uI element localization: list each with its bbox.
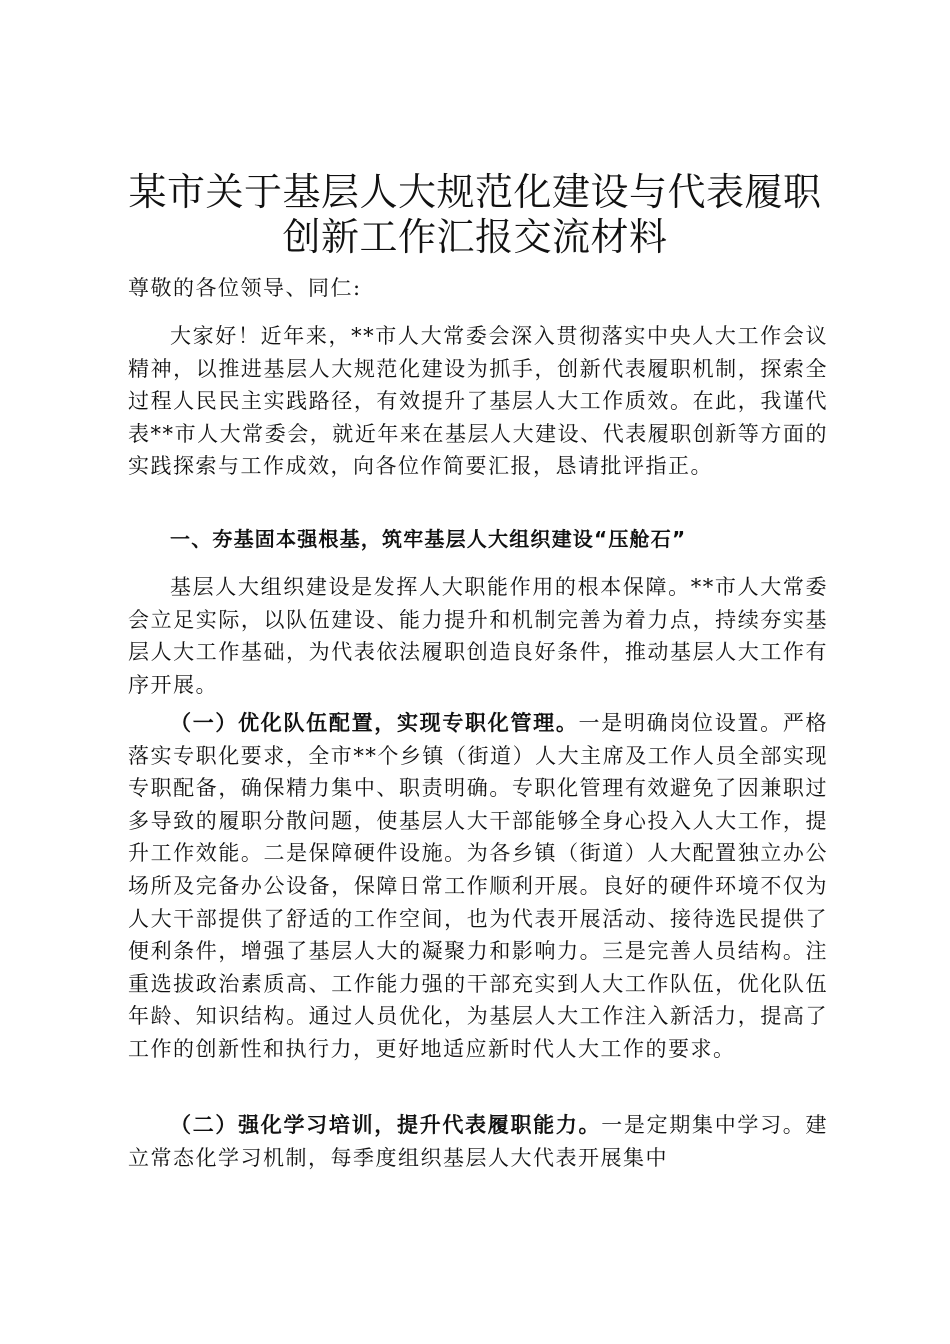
intro-paragraph: 大家好！近年来，**市人大常委会深入贯彻落实中央人大工作会议精神，以推进基层人大规范化建设为抓手，创新代表履职机制，探索全过程人民民主实践路径，有效提升了基层人大工作质效。在此，我谨代表**市人大常委会，就近年来在基层人大建设、代表履职创新等方面的实践探索与工作成效，向各位作简要汇报，恳请批评指正。 xyxy=(128,324,828,479)
subsection-1-lead: （一）优化队伍配置，实现专职化管理。 xyxy=(170,711,579,735)
document-title: 某市关于基层人大规范化建设与代表履职创新工作汇报交流材料 xyxy=(128,170,822,259)
subsection-2-lead: （二）强化学习培训，提升代表履职能力。 xyxy=(170,1113,602,1137)
subsection-1-text: 一是明确岗位设置。严格落实专职化要求，全市**个乡镇（街道）人大主席及工作人员全部实现专职配备，确保精力集中、职责明确。专职化管理有效避免了因兼职过多导致的履职分散问题，使基层人大干部能够全身心投入人大工作，提升工作效能。二是保障硬件设施。为各乡镇（街道）人大配置独立办公场所及完备办公设备，保障日常工作顺利开展。良好的硬件环境不仅为人大干部提供了舒适的工作空间，也为代表开展活动、接待选民提供了便利条件，增强了基层人大的凝聚力和影响力。三是完善人员结构。注重选拔政治素质高、工作能力强的干部充实到人大工作队伍，优化队伍年龄、知识结构。通过人员优化，为基层人大工作注入新活力，提高了工作的创新性和执行力，更好地适应新时代人大工作的要求。 xyxy=(128,711,829,1061)
section-1-intro-paragraph: 基层人大组织建设是发挥人大职能作用的根本保障。**市人大常委会立足实际，以队伍建设、能力提升和机制完善为着力点，持续夯实基层人大工作基础，为代表依法履职创造良好条件，推动基层人大工作有序开展。 xyxy=(128,575,828,697)
subsection-2-text: 一是定期集中学习。建立常态化学习机制，每季度组织基层人大代表开展集中 xyxy=(128,1113,829,1170)
salutation: 尊敬的各位领导、同仁: xyxy=(128,276,362,300)
section-1-heading: 一、夯基固本强根基，筑牢基层人大组织建设“压舱石” xyxy=(170,527,687,551)
subsection-2-paragraph xyxy=(128,1109,828,1174)
subsection-1-paragraph xyxy=(128,707,828,1066)
